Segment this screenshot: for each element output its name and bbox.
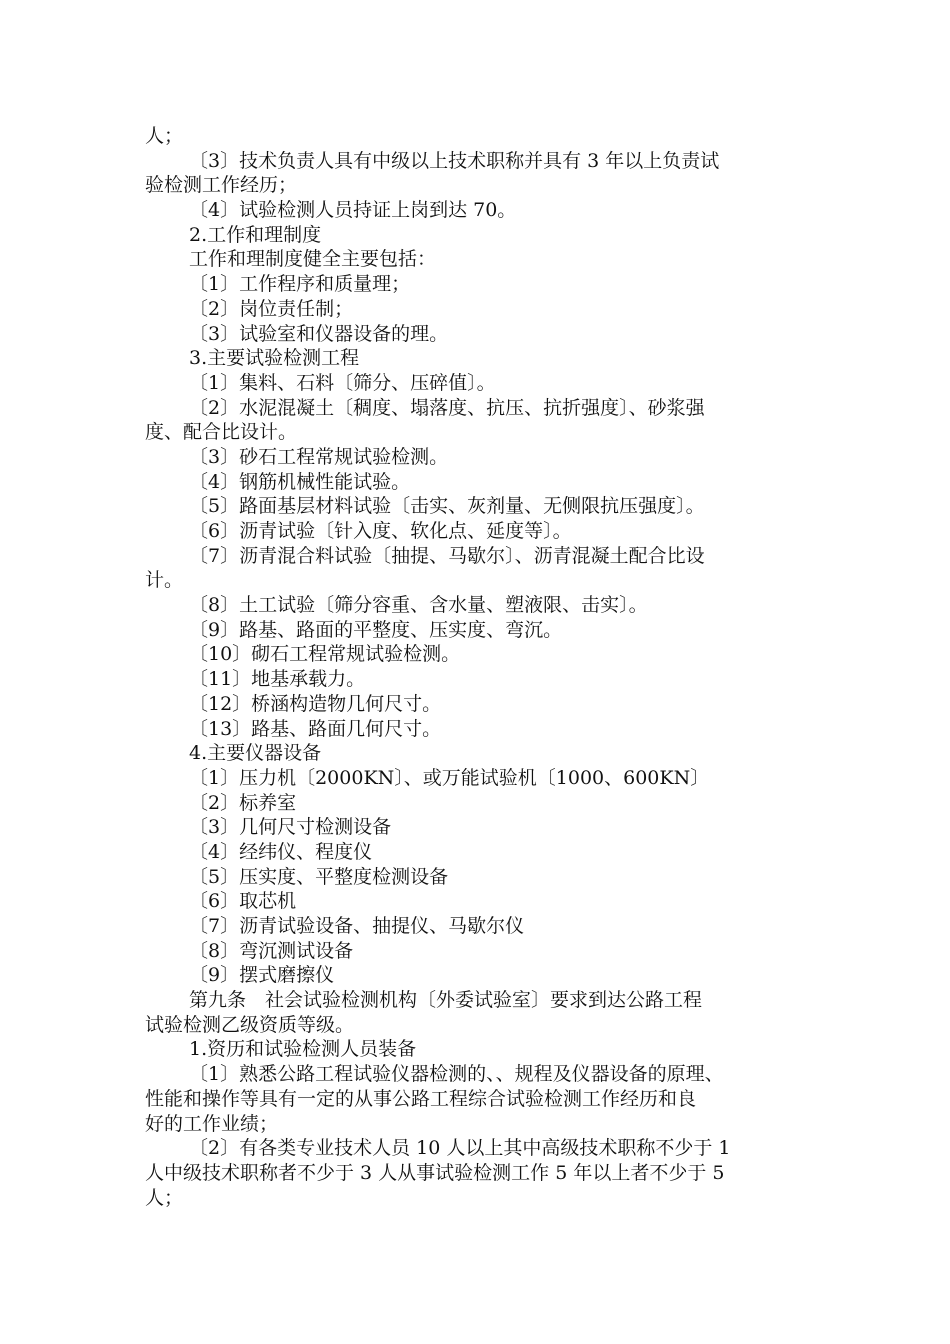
text-line: 4.主要仪器设备 [189, 742, 322, 765]
text-line: 〔1〕工作程序和质量理； [189, 273, 411, 296]
text-line: 〔4〕钢筋机械性能试验。 [189, 470, 411, 493]
text-line: 度、配合比设计。 [145, 421, 298, 444]
text-line: 好的工作业绩； [145, 1112, 279, 1135]
text-line: 试验检测乙级资质等级。 [145, 1013, 355, 1036]
text-line: 计。 [145, 569, 184, 592]
text-line: 〔1〕压力机〔2000KN〕、或万能试验机〔1000、600KN〕 [189, 766, 710, 789]
text-line: 性能和操作等具有一定的从事公路工程综合试验检测工作经历和良 [145, 1087, 697, 1110]
text-line: 〔5〕路面基层材料试验〔击实、灰剂量、无侧限抗压强度〕。 [189, 495, 705, 518]
text-line: 〔4〕试验检测人员持证上岗到达 70。 [189, 199, 517, 222]
text-line: 〔3〕几何尺寸检测设备 [189, 816, 392, 839]
text-line: 〔9〕摆式磨擦仪 [189, 964, 335, 987]
text-line: 〔12〕桥涵构造物几何尺寸。 [189, 692, 442, 715]
text-line: 验检测工作经历； [145, 174, 298, 197]
text-line: 〔4〕经纬仪、程度仪 [189, 840, 373, 863]
text-line: 〔8〕土工试验〔筛分容重、含水量、塑液限、击实〕。 [189, 594, 648, 617]
text-line: 3.主要试验检测工程 [189, 347, 360, 370]
text-line: 〔7〕沥青试验设备、抽提仪、马歇尔仪 [189, 915, 525, 937]
text-line: 人； [145, 1186, 184, 1209]
text-line: 〔3〕技术负责人具有中级以上技术职称并具有 3 年以上负责试 [189, 149, 720, 172]
text-line: 〔3〕砂石工程常规试验检测。 [189, 445, 449, 468]
text-line: 〔1〕熟悉公路工程试验仪器检测的、、规程及仪器设备的原理、 [189, 1063, 724, 1086]
text-line: 〔13〕路基、路面几何尺寸。 [189, 717, 442, 740]
text-line: 〔2〕标养室 [189, 791, 297, 814]
text-line: 1.资历和试验检测人员装备 [189, 1038, 417, 1061]
text-line: 〔2〕岗位责任制； [189, 297, 354, 320]
text-line: 〔6〕沥青试验〔针入度、软化点、延度等〕。 [189, 520, 572, 542]
text-line: 〔1〕集料、石料〔筛分、压碎值〕。 [189, 371, 496, 394]
text-line: 〔10〕砌石工程常规试验检测。 [189, 643, 461, 666]
text-line: 人中级技术职称者不少于 3 人从事试验检测工作 5 年以上者不少于 5 [145, 1161, 725, 1184]
document-body [145, 124, 815, 1210]
text-line: 〔8〕弯沉测试设备 [189, 939, 354, 962]
text-line: 人； [145, 125, 184, 147]
text-line: 2.工作和理制度 [189, 223, 322, 246]
text-line: 〔2〕有各类专业技术人员 10 人以上其中高级技术职称不少于 1 [189, 1137, 731, 1160]
text-line: 〔3〕试验室和仪器设备的理。 [189, 322, 449, 345]
text-line: 〔5〕压实度、平整度检测设备 [189, 865, 449, 888]
text-line: 〔11〕地基承载力。 [189, 668, 366, 691]
text-line: 〔7〕沥青混合料试验〔抽提、马歇尔〕、沥青混凝土配合比设 [189, 544, 705, 567]
text-line: 第九条 社会试验检测机构〔外委试验室〕要求到达公路工程 [189, 989, 703, 1012]
text-line: 〔2〕水泥混凝土〔稠度、塌落度、抗压、抗折强度〕、砂浆强 [189, 396, 705, 419]
text-line: 〔6〕取芯机 [189, 890, 297, 913]
text-line: 〔9〕路基、路面的平整度、压实度、弯沉。 [189, 618, 563, 641]
text-line: 工作和理制度健全主要包括： [189, 248, 437, 271]
